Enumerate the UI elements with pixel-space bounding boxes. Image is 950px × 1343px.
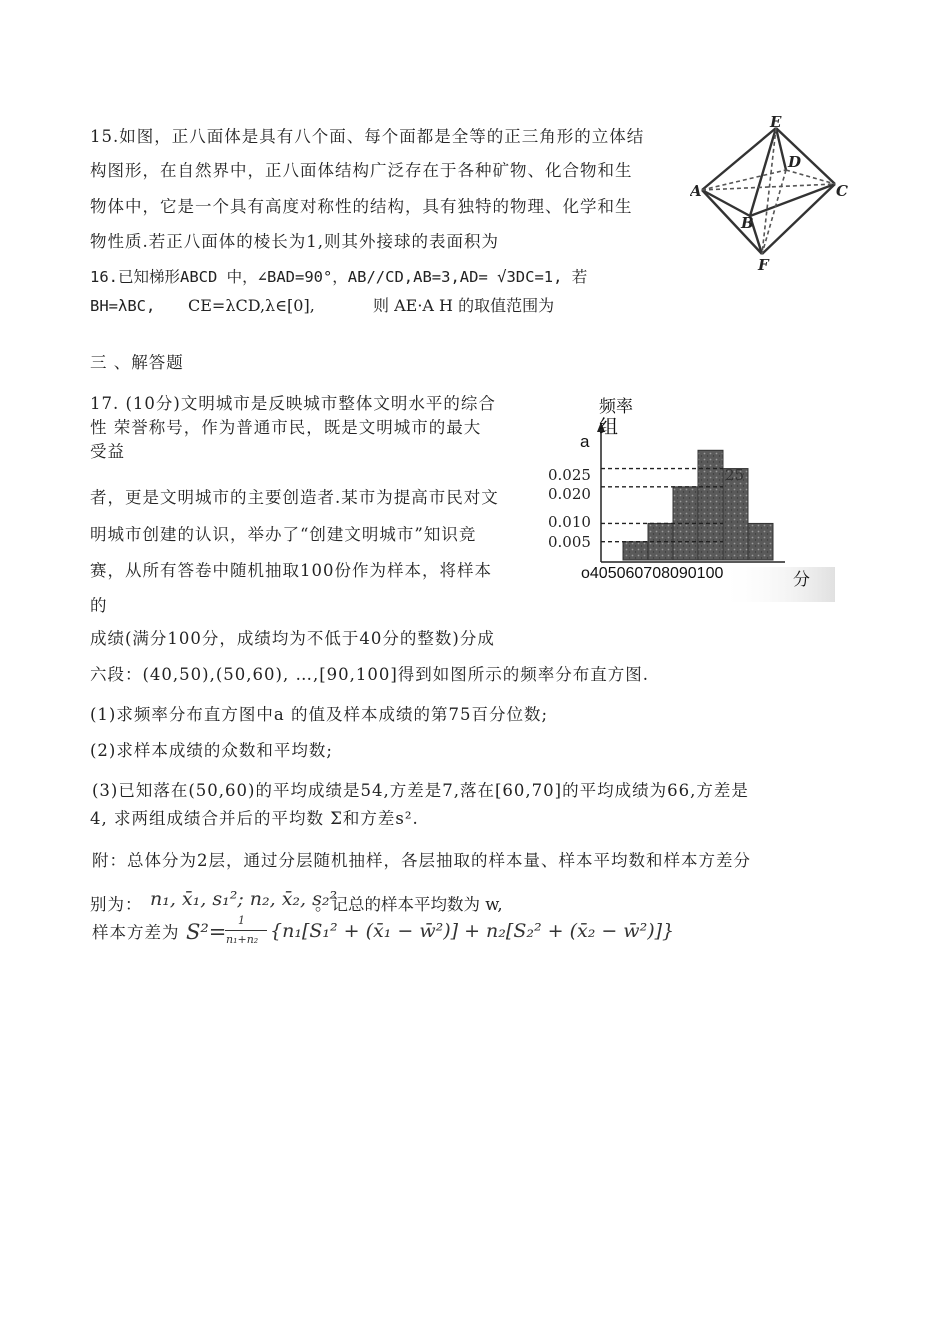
q17-line-5: 明城市创建的认识，举办了“创建文明城市”知识竞 (90, 525, 477, 544)
q15-line-2: 构图形，在自然界中，正八面体结构广泛存在于各种矿物、化合物和生 (90, 161, 633, 180)
q17-part-1: (1)求频率分布直方图中a 的值及样本成绩的第75百分位数; (90, 705, 549, 724)
vertex-label-c: C (836, 182, 848, 200)
q17-line-7: 的 (90, 596, 108, 615)
a-label: a (580, 432, 590, 451)
q17-line-1: 17. (10分)文明城市是反映城市整体文明水平的综合 (90, 394, 496, 413)
y-label-line-2: 组 (599, 417, 619, 438)
vertex-label-e: E (770, 113, 782, 131)
formula-fraction-bar (225, 930, 267, 931)
vertex-label-d: D (788, 153, 802, 171)
histogram-bar (698, 450, 723, 560)
y-tick-label: 0.010 (548, 513, 591, 531)
y-label-line-1: 频率 (599, 397, 633, 416)
x-axis-label: 分 (793, 570, 810, 589)
q15-line-1: 15.如图，正八面体是具有八个面、每个面都是全等的正三角形的立体结 (90, 127, 645, 146)
q17-line-2: 性 荣誉称号，作为普通市民，既是文明城市的最大 (90, 418, 482, 437)
histogram-bar (623, 542, 648, 560)
q16-line-2c: 则 AE·A H 的取值范围为 (373, 296, 555, 315)
q17-line-4: 者，更是文明城市的主要创造者.某市为提高市民对文 (90, 488, 499, 507)
y-tick-label: 0.020 (548, 485, 591, 503)
formula-rhs: {n₁[S₁² + (x̄₁ − w̄²)] + n₂[S₂² + (x̄₂ − w̄²)]} (270, 920, 675, 942)
q17-part-3-line-1: (3)已知落在(50,60)的平均成绩是54,方差是7,落在[60,70]的平均成绩为66,方差是 (92, 781, 749, 800)
q17-line-6: 赛，从所有答卷中随机抽取100份作为样本，将样本 (90, 561, 492, 580)
vertex-label-f: F (758, 256, 769, 272)
formula-lhs: S²= (186, 920, 227, 944)
formula-denominator: n₁+n₂ (226, 933, 259, 946)
vertex-label-a: A (690, 182, 702, 200)
q17-note-line-3a: 样本方差为 (92, 923, 180, 942)
vertex-label-b: B (741, 214, 754, 232)
q15-line-4: 物性质.若正八面体的棱长为1,则其外接球的表面积为 (90, 232, 499, 251)
q17-note-symbols: n₁, x̄₁, s₁²; n₂, x̄₂, s₂² (150, 888, 338, 910)
octahedron-figure (690, 112, 860, 272)
frequency-histogram (535, 392, 835, 602)
scan-shadow (720, 567, 835, 602)
q15-line-3: 物体中，它是一个具有高度对称性的结构，具有独特的物理、化学和生 (90, 197, 633, 216)
q17-part-2: (2)求样本成绩的众数和平均数; (90, 741, 333, 760)
y-tick-label: 0.025 (548, 466, 591, 484)
q17-note-line-1: 附：总体分为2层，通过分层随机抽样，各层抽取的样本量、样本平均数和样本方差分 (92, 851, 751, 870)
q17-line-3: 受益 (90, 442, 125, 461)
q17-part-3-line-2: 4, 求两组成绩合并后的平均数 Σ和方差s². (90, 809, 419, 828)
y-tick-label: 0.005 (548, 533, 591, 551)
x-tick-labels: o405060708090100 (581, 565, 724, 582)
q16-line-1: 16.已知梯形ABCD 中，∠BAD=90°，AB//CD,AB=3,AD= √3DC=1, 若 (90, 268, 588, 286)
formula-numerator: 1 (238, 914, 245, 927)
q17-note-line-2a: 别为： (90, 895, 143, 914)
histogram-bar (748, 523, 773, 560)
q17-note-line-2c: 。记总的样本平均数为 w, (315, 895, 503, 914)
q16-line-2b: CE=λCD,λ∈[0], (188, 296, 315, 315)
section-header: 三 、解答题 (90, 353, 184, 372)
extra-label: 25 (725, 466, 745, 484)
q17-line-9: 六段：(40,50),(50,60), …,[90,100]得到如图所示的频率分布直方图. (90, 665, 650, 684)
q16-line-2a: BH=λBC, (90, 297, 156, 315)
q17-line-8: 成绩(满分100分，成绩均为不低于40分的整数)分成 (90, 629, 495, 648)
